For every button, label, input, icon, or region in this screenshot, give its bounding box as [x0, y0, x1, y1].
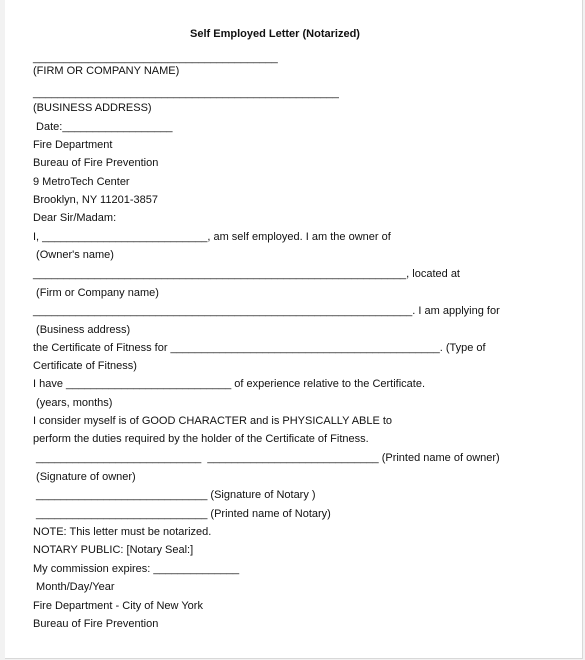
firm-name-label: (FIRM OR COMPANY NAME): [33, 65, 180, 77]
footer-line-2: Bureau of Fire Prevention: [33, 618, 159, 630]
salutation: Dear Sir/Madam:: [33, 212, 117, 224]
recipient-line-2: Bureau of Fire Prevention: [33, 157, 159, 169]
notarized-note: NOTE: This letter must be notarized.: [33, 526, 212, 538]
applying-line: ______________________________________________________________. I am applying for: [33, 305, 500, 317]
document-title: Self Employed Letter (Notarized): [190, 28, 360, 40]
certificate-line-cont: Certificate of Fitness): [33, 360, 137, 372]
owner-name-label: (Owner's name): [33, 249, 114, 261]
certificate-line: the Certificate of Fitness for ____________________________________________. (Type of: [33, 342, 486, 354]
firm-name-blank: ________________________________________: [33, 52, 278, 64]
firm-location-line: _____________________________________________________________, located at: [33, 268, 460, 280]
date-line: Date:__________________: [33, 121, 173, 133]
date-format-label: Month/Day/Year: [33, 581, 115, 593]
character-statement: I consider myself is of GOOD CHARACTER and is PHYSICALLY ABLE to: [33, 415, 393, 427]
business-address-blank: __________________________________________________: [33, 87, 339, 99]
recipient-line-3: 9 MetroTech Center: [33, 176, 130, 188]
recipient-line-1: Fire Department: [33, 139, 113, 151]
experience-line: I have ___________________________ of experience relative to the Certificate.: [33, 378, 426, 390]
commission-expires-line: My commission expires: ______________: [33, 563, 240, 575]
business-address-caption: (Business address): [33, 324, 131, 336]
duties-statement: perform the duties required by the holder of the Certificate of Fitness.: [33, 433, 369, 445]
owner-signature-label: (Signature of owner): [33, 471, 136, 483]
document-page: [5, 0, 583, 659]
footer-line-1: Fire Department - City of New York: [33, 600, 203, 612]
business-address-label: (BUSINESS ADDRESS): [33, 102, 152, 114]
recipient-line-4: Brooklyn, NY 11201-3857: [33, 194, 158, 206]
years-months-label: (years, months): [33, 397, 113, 409]
notary-signature-line: ____________________________ (Signature of Notary ): [33, 489, 316, 501]
owner-statement: I, ___________________________, am self employed. I am the owner of: [33, 231, 391, 243]
notary-public-line: NOTARY PUBLIC: [Notary Seal:]: [33, 544, 194, 556]
owner-signature-blanks: ___________________________ ____________________________ (Printed name of owner): [33, 452, 500, 464]
notary-printed-name-line: ____________________________ (Printed name of Notary): [33, 508, 331, 520]
firm-name-caption: (Firm or Company name): [33, 287, 159, 299]
